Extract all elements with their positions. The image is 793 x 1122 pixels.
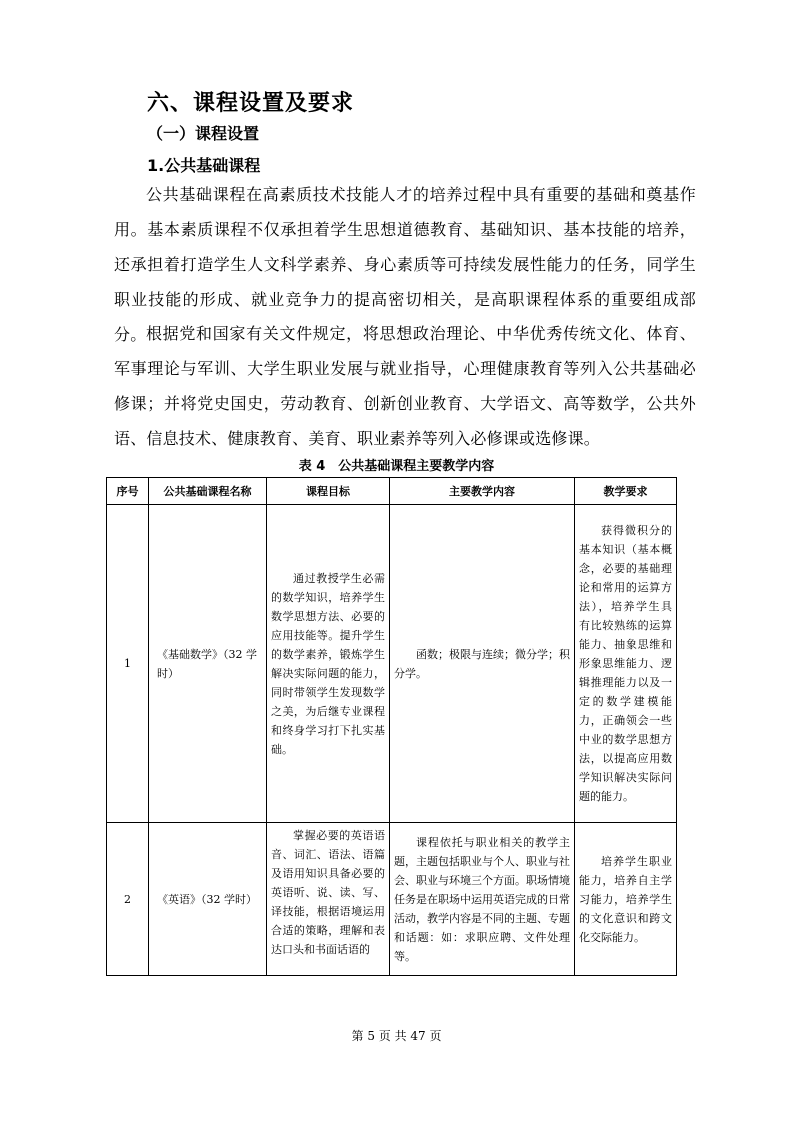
row-course-goal-cell [267, 823, 390, 976]
row-course-goal: 通过教授学生必需的数学知识，培养学生数学思想方法、必要的应用技能等。提升学生的数学素养，锻炼学生解决实际问题的能力，同时带领学生发现数学之美，为后继专业课程和终身学习打下扎实基础。 [267, 505, 390, 823]
row-course-name: 《基础数学》（32 学时） [149, 505, 267, 823]
row-main-content: 课程依托与职业相关的教学主题，主题包括职业与个人、职业与社会、职业与环境三个方面。职场情境任务是在职场中运用英语完成的日常活动，教学内容是不同的主题、专题和话题：如：求职应聘、文件处理等。 [390, 823, 575, 976]
page-footer: 第 5 页 共 47 页 [351, 1029, 442, 1043]
section-title: 六、课程设置及要求 [147, 91, 355, 116]
header-course-goal: 课程目标 [267, 478, 390, 505]
row-requirement: 培养学生职业能力，培养自主学习能力，培养学生的文化意识和跨文化交际能力。 [575, 823, 677, 976]
table-row [107, 505, 677, 823]
paragraph-intro: 公共基础课程在高素质技术技能人才的培养过程中具有重要的基础和奠基作用。基本素质课程不仅承担着学生思想道德教育、基础知识、基本技能的培养，还承担着打造学生人文科学素养、身心素质等可持续发展性能力的任务，同学生职业技能的形成、就业竞争力的提高密切相关，是高职课程体系的重要组成部分。 [114, 185, 696, 344]
row-requirement: 获得微积分的基本知识（基本概念，必要的基础理论和常用的运算方法），培养学生具有比较熟练的运算能力、抽象思维和形象思维能力、逻辑推理能力以及一定的数学建模能力，正确领会一些中业的数学思想方法，以提高应用数学知识解决实际问题的能力。 [575, 505, 677, 823]
header-num: 序号 [107, 478, 149, 505]
table-row [107, 823, 677, 976]
paragraph-policy: 根据党和国家有关文件规定，将思想政治理论、中华优秀传统文化、体育、军事理论与军训、大学生职业发展与就业指导，心理健康教育等列入公共基础必修课；并将党史国史，劳动教育、创新创业教育、大学语文、高等数学，公共外语、信息技术、健康教育、美育、职业素养等列入必修课或选修课。 [114, 324, 696, 448]
table-header-row [107, 478, 677, 505]
course-table [106, 477, 677, 976]
row-course-name: 《英语》（32 学时） [149, 823, 267, 976]
row-num: 1 [107, 505, 149, 823]
header-main-content: 主要教学内容 [390, 478, 575, 505]
row-main-content: 函数；极限与连续；微分学；积分学。 [390, 505, 575, 823]
header-requirement: 教学要求 [575, 478, 677, 505]
row-course-goal: 掌握必要的英语语音、词汇、语法、语篇及语用知识具备必要的英语听、说、读、写、译技能，根据语境运用合适的策略，理解和表达口头和书面话语的 [271, 829, 385, 956]
subsection-title: （一）课程设置 [147, 124, 260, 143]
subsubsection-title: 1.公共基础课程 [147, 156, 261, 175]
table-caption: 表 4 公共基础课程主要教学内容 [298, 459, 495, 474]
row-num: 2 [107, 823, 149, 976]
header-course-name: 公共基础课程名称 [149, 478, 267, 505]
